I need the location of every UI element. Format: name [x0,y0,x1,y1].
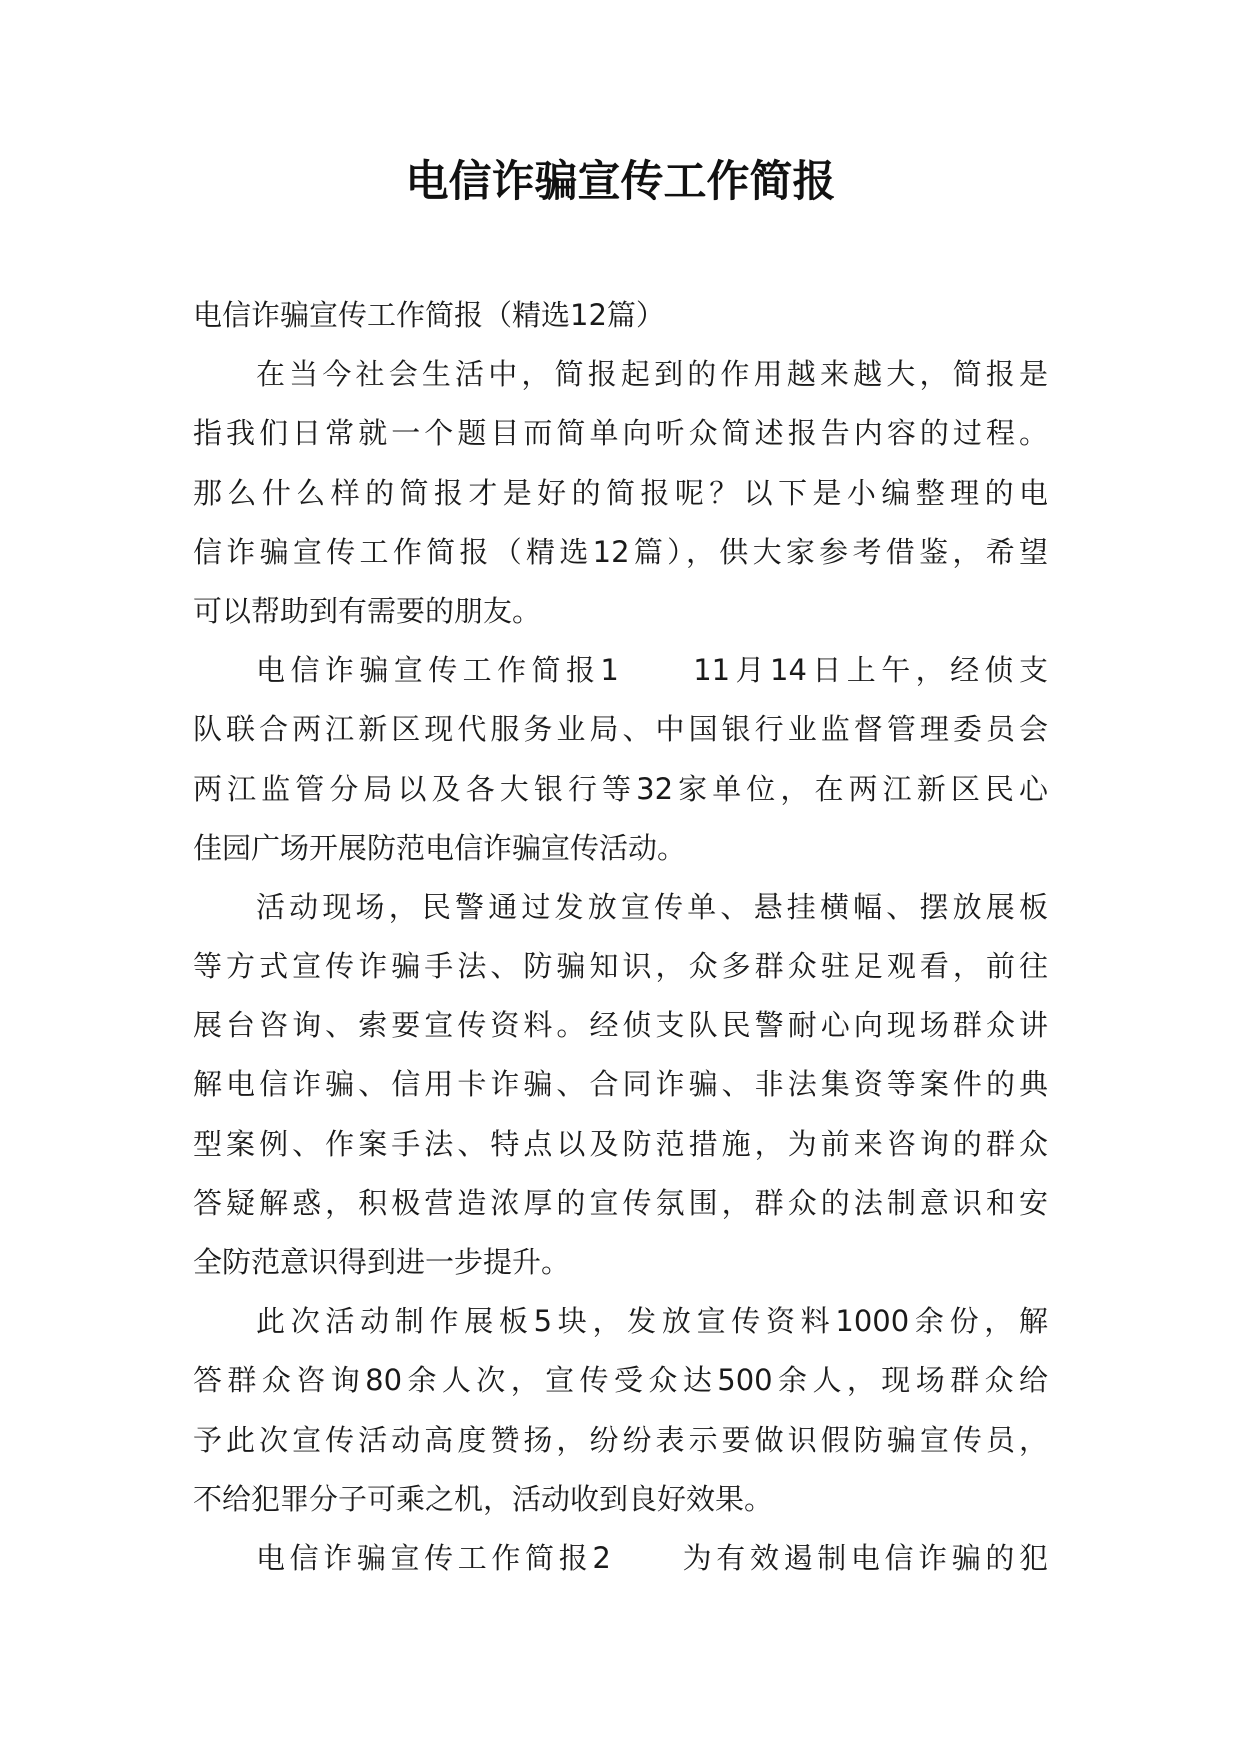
body-line: 佳园广场开展防范电信诈骗宣传活动。 [193,830,687,865]
document-title: 电信诈骗宣传工作简报 [405,157,836,207]
body-line: 展台咨询、索要宣传资料。经侦支队民警耐心向现场群众讲 [193,1008,1048,1043]
body-line: 答群众咨询80余人次，宣传受众达500余人，现场群众给 [193,1363,1048,1398]
body-line: 全防范意识得到进一步提升。 [193,1245,571,1279]
body-line: 活动现场，民警通过发放宣传单、悬挂横幅、摆放展板 [256,889,1048,924]
body-line: 信诈骗宣传工作简报（精选12篇），供大家参考借鉴，希望 [193,534,1048,569]
body-line: 电信诈骗宣传工作简报1 11月14日上午，经侦支 [256,653,1048,688]
body-line: 在当今社会生活中，简报起到的作用越来越大，简报是 [256,357,1048,392]
body-line: 等方式宣传诈骗手法、防骗知识，众多群众驻足观看，前往 [193,949,1048,984]
body-line: 队联合两江新区现代服务业局、中国银行业监督管理委员会 [193,712,1048,747]
body-line: 予此次宣传活动高度赞扬，纷纷表示要做识假防骗宣传员， [193,1422,1048,1457]
body-line: 此次活动制作展板5块，发放宣传资料1000余份，解 [256,1304,1048,1339]
body-line: 型案例、作案手法、特点以及防范措施，为前来咨询的群众 [193,1126,1048,1161]
body-line: 那么什么样的简报才是好的简报呢？以下是小编整理的电 [193,475,1048,510]
body-line: 可以帮助到有需要的朋友。 [193,593,542,628]
body-line: 电信诈骗宣传工作简报2 为有效遏制电信诈骗的犯 [256,1540,1048,1575]
document-body [193,286,1048,1588]
body-line: 答疑解惑，积极营造浓厚的宣传氛围，群众的法制意识和安 [193,1185,1048,1220]
body-line: 指我们日常就一个题目而简单向听众简述报告内容的过程。 [193,416,1048,451]
body-line: 不给犯罪分子可乘之机，活动收到良好效果。 [193,1481,774,1516]
body-line: 解电信诈骗、信用卡诈骗、合同诈骗、非法集资等案件的典 [193,1067,1048,1102]
body-line: 两江监管分局以及各大银行等32家单位，在两江新区民心 [193,771,1048,806]
body-line: 电信诈骗宣传工作简报（精选12篇） [193,298,665,332]
